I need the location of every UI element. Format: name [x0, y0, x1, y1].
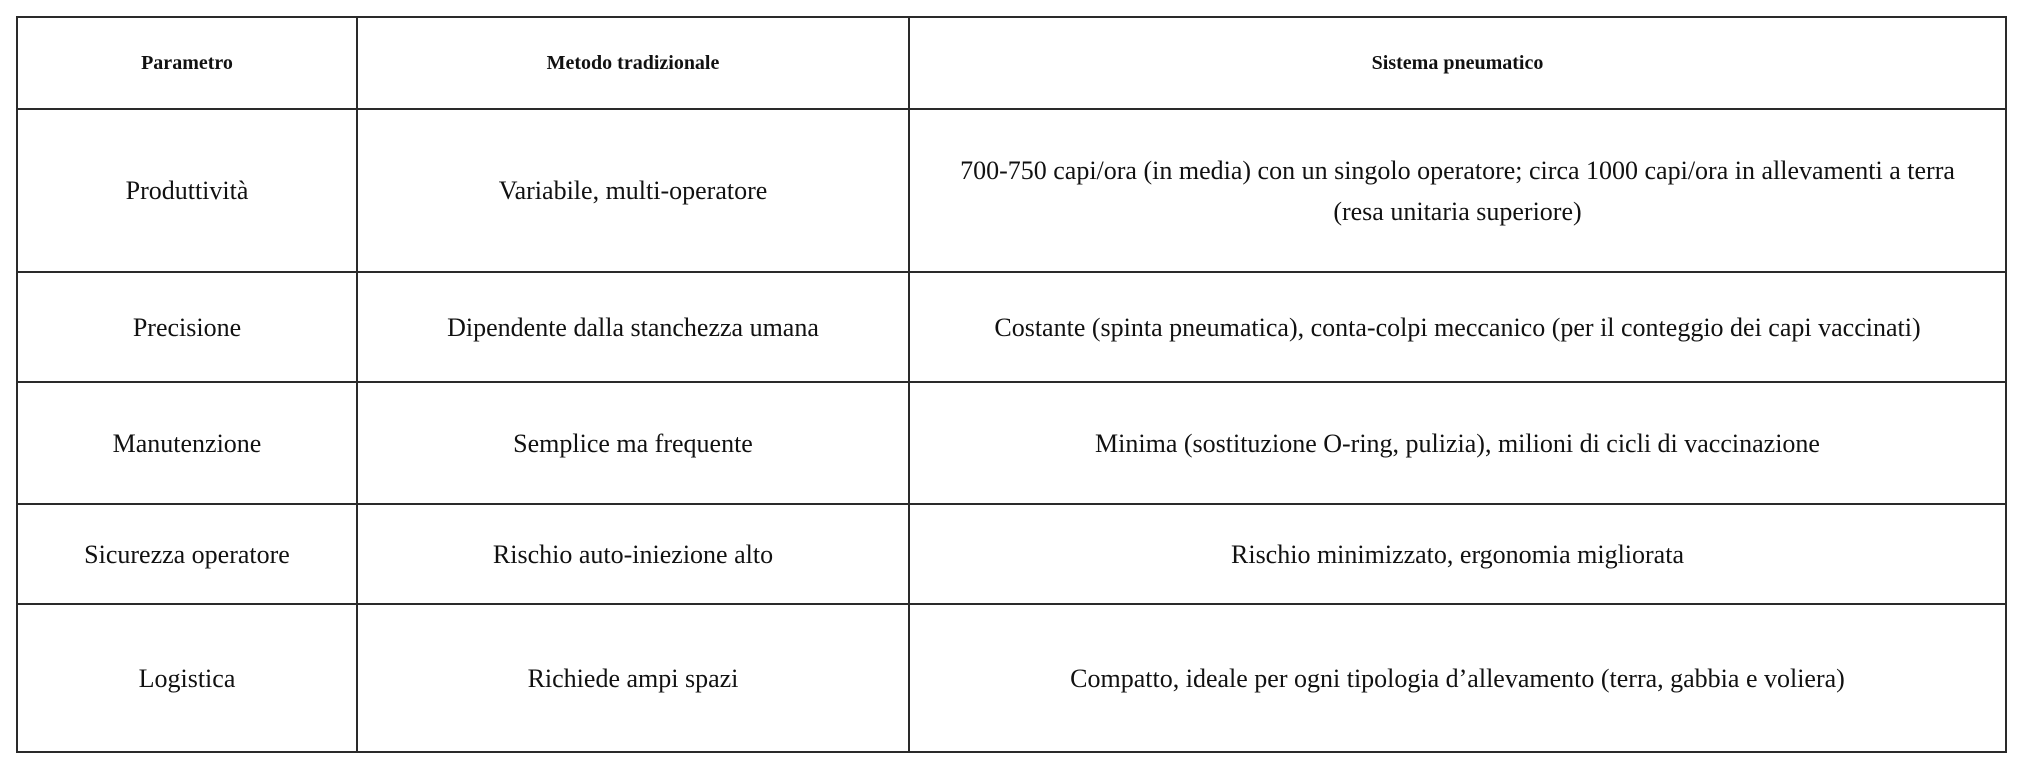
cell-tradizionale: Dipendente dalla stanchezza umana — [357, 272, 909, 382]
cell-pneumatico: 700-750 capi/ora (in media) con un singolo operatore; circa 1000 capi/ora in allevamenti a terra (resa unitaria superiore) — [909, 109, 2006, 272]
cell-pneumatico: Costante (spinta pneumatica), conta-colpi meccanico (per il conteggio dei capi vaccinati) — [909, 272, 2006, 382]
header-sistema-pneumatico: Sistema pneumatico — [909, 17, 2006, 109]
table-row-logistica — [17, 604, 2006, 752]
cell-pneumatico: Compatto, ideale per ogni tipologia d’allevamento (terra, gabbia e voliera) — [909, 604, 2006, 752]
cell-parametro: Manutenzione — [17, 382, 357, 504]
table-row-produttivita — [17, 109, 2006, 272]
cell-tradizionale: Variabile, multi-operatore — [357, 109, 909, 272]
cell-parametro: Logistica — [17, 604, 357, 752]
comparison-table — [16, 16, 2007, 753]
header-metodo-tradizionale: Metodo tradizionale — [357, 17, 909, 109]
cell-parametro: Produttività — [17, 109, 357, 272]
table-row-manutenzione — [17, 382, 2006, 504]
cell-pneumatico: Minima (sostituzione O-ring, pulizia), milioni di cicli di vaccinazione — [909, 382, 2006, 504]
table-header-row — [17, 17, 2006, 109]
header-parametro: Parametro — [17, 17, 357, 109]
comparison-table-container — [16, 16, 2005, 753]
cell-parametro: Precisione — [17, 272, 357, 382]
cell-tradizionale: Semplice ma frequente — [357, 382, 909, 504]
cell-tradizionale: Richiede ampi spazi — [357, 604, 909, 752]
table-row-sicurezza-operatore — [17, 504, 2006, 604]
cell-parametro: Sicurezza operatore — [17, 504, 357, 604]
cell-pneumatico: Rischio minimizzato, ergonomia migliorata — [909, 504, 2006, 604]
table-row-precisione — [17, 272, 2006, 382]
cell-tradizionale: Rischio auto-iniezione alto — [357, 504, 909, 604]
